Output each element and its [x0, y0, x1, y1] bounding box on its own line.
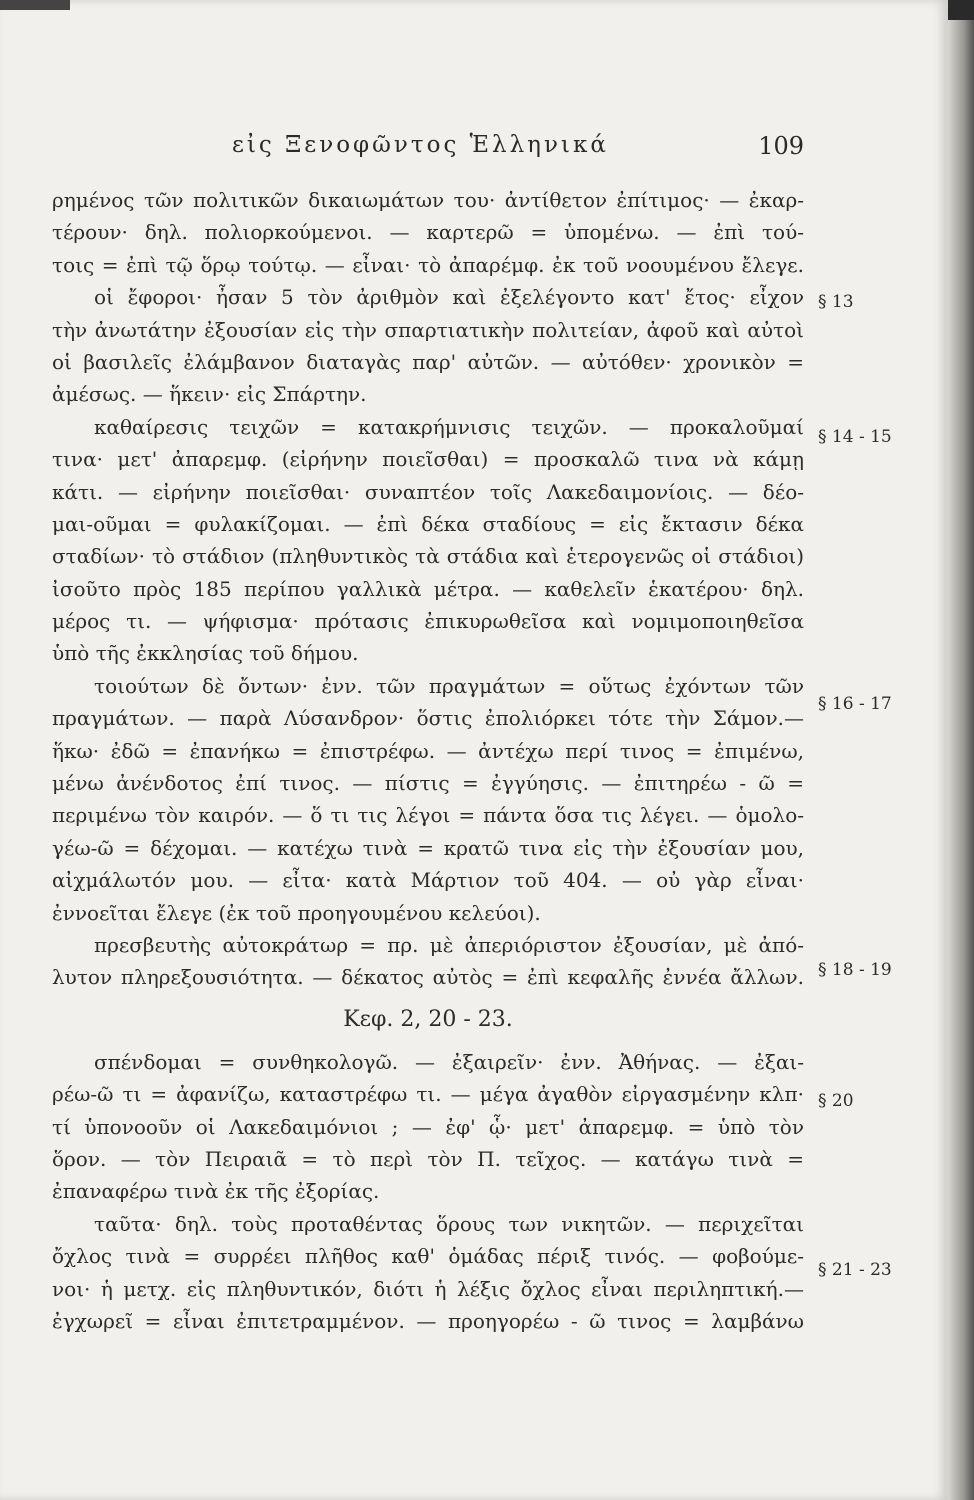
text-line: οἱ ἔφοροι· ἦσαν 5 τὸν ἀριθμὸν καὶ ἐξελέγοντο κατ' ἔτος· εἶχον — [94, 285, 804, 310]
margin-ref: § 21 - 23 — [818, 1260, 892, 1280]
text-line: μένω ἀνένδοτος ἐπί τινος. — πίστις = ἐγγύησις. — ἐπιτηρέω - ῶ = — [52, 771, 804, 796]
scan-corner-mark — [0, 0, 70, 10]
text-line: ταῦτα· δηλ. τοὺς προταθέντας ὅρους των νικητῶν. — περιχεῖται — [94, 1211, 804, 1236]
text-line: περιμένω τὸν καιρόν. — ὅ τι τις λέγοι = πάντα ὅσα τις λέγει. — ὁμολο- — [52, 803, 804, 828]
text-line: ἐπαναφέρω τινὰ ἐκ τῆς ἐξορίας. — [52, 1179, 380, 1204]
text-line: οἱ βασιλεῖς ἐλάμβανον διαταγὰς παρ' αὐτῶν. — αὐτόθεν· χρονικὸν = — [52, 349, 804, 374]
book-page-edge — [948, 20, 974, 1500]
running-title: εἰς Ξενοφῶντος Ἑλληνικά — [232, 132, 609, 158]
margin-ref: § 20 — [818, 1091, 854, 1111]
margin-ref: § 13 — [818, 292, 854, 312]
text-line: τί ὑπονοοῦν οἱ Λακεδαιμόνιοι ; — ἐφ' ᾧ· μετ' ἀπαρεμφ. = ὑπὸ τὸν — [52, 1114, 804, 1139]
text-line: γέω-ῶ = δέχομαι. — κατέχω τινὰ = κρατῶ τινα εἰς τὴν ἐξουσίαν μου, — [52, 835, 804, 860]
text-line: μέρος τι. — ψήφισμα· πρότασις ἐπικυρωθεῖσα καὶ νομιμοποιηθεῖσα — [52, 609, 804, 634]
text-line: πρεσβευτὴς αὐτοκράτωρ = πρ. μὲ ἀπεριόριστον ἐξουσίαν, μὲ ἀπό- — [94, 932, 804, 957]
text-line: ρημένος τῶν πολιτικῶν δικαιωμάτων του· ἀντίθετον ἐπίτιμος· — ἐκαρ- — [52, 188, 804, 212]
text-line: τοις = ἐπὶ τῷ ὅρῳ τούτῳ. — εἶναι· τὸ ἀπαρέμφ. ἐκ τοῦ νοουμένου ἔλεγε. — [52, 252, 804, 277]
margin-ref: § 16 - 17 — [818, 694, 892, 714]
text-line: ἰσοῦτο πρὸς 185 περίπου γαλλικὰ μέτρα. — καθελεῖν ἑκατέρου· δηλ. — [52, 576, 804, 601]
text-line: ἥκω· ἐδῶ = ἐπανήκω = ἐπιστρέφω. — ἀντέχω περί τινος = ἐπιμένω, — [52, 738, 804, 763]
text-line: νοι· ἡ μετχ. εἰς πληθυντικόν, διότι ἡ λέξις ὄχλος εἶναι περιληπτική.— — [52, 1276, 804, 1301]
text-line: ὅρον. — τὸν Πειραιᾶ = τὸ περὶ τὸν Π. τεῖχος. — κατάγω τινὰ = — [52, 1146, 804, 1171]
text-line: ἐννοεῖται ἔλεγε (ἐκ τοῦ προηγουμένου κελεύοι). — [52, 900, 541, 925]
text-line: ὄχλος τινὰ = συρρέει πλῆθος καθ' ὁμάδας πέριξ τινός. — φοβούμε- — [52, 1244, 804, 1269]
text-line: ἀμέσως. — ἥκειν· εἰς Σπάρτην. — [52, 382, 367, 407]
margin-ref: § 18 - 19 — [818, 960, 892, 980]
page-number: 109 — [758, 132, 804, 160]
text-line: τοιούτων δὲ ὄντων· ἐνν. τῶν πραγμάτων = οὕτως ἐχόντων τῶν — [94, 673, 804, 698]
page-header — [200, 132, 810, 168]
text-line: καθαίρεσις τειχῶν = κατακρήμνισις τειχῶν. — προκαλοῦμαί — [94, 414, 804, 439]
text-line: ἐγχωρεῖ = εἶναι ἐπιτετραμμένον. — προηγορέω - ῶ τινος = λαμβάνω — [52, 1308, 804, 1333]
text-line: ὑπὸ τῆς ἐκκλησίας τοῦ δήμου. — [52, 641, 359, 666]
text-line: μαι-οῦμαι = φυλακίζομαι. — ἐπὶ δέκα σταδίους = εἰς ἔκτασιν δέκα — [52, 511, 804, 536]
text-line: κάτι. — εἰρήνην ποιεῖσθαι· συναπτέον τοῖς Λακεδαιμονίοις. — δέο- — [52, 479, 804, 504]
text-line: λυτον πληρεξουσιότητα. — δέκατος αὐτὸς = ἐπὶ κεφαλῆς ἐννέα ἄλλων. — [52, 965, 804, 990]
text-line: πραγμάτων. — παρὰ Λύσανδρον· ὅστις ἐπολιόρκει τότε τὴν Σάμον.— — [52, 706, 804, 731]
body-text — [52, 184, 804, 1337]
text-line: τινα· μετ' ἀπαρεμφ. (εἰρήνην ποιεῖσθαι) = προσκαλῶ τινα νὰ κάμῃ — [52, 447, 804, 472]
text-line: ρέω-ῶ τι = ἀφανίζω, καταστρέφω τι. — μέγα ἀγαθὸν εἰργασμένην κλπ· — [52, 1082, 804, 1107]
text-line: αἰχμάλωτόν μου. — εἶτα· κατὰ Μάρτιον τοῦ 404. — οὐ γὰρ εἶναι· — [52, 868, 804, 893]
text-line: τὴν ἀνωτάτην ἐξουσίαν εἰς τὴν σπαρτιατικὴν πολιτείαν, ἀφοῦ καὶ αὐτοὶ — [52, 317, 804, 342]
text-line: τέρουν· δηλ. πολιορκούμενοι. — καρτερῶ = ὑπομένω. — ἐπὶ τού- — [52, 220, 804, 245]
text-line: σταδίων· τὸ στάδιον (πληθυντικὸς τὰ στάδια καὶ ἑτερογενῶς οἱ στάδιοι) — [52, 544, 804, 569]
margin-ref: § 14 - 15 — [818, 427, 892, 447]
text-line: σπένδομαι = συνθηκολογῶ. — ἐξαιρεῖν· ἐνν. Ἀθήνας. — ἐξαι- — [94, 1049, 804, 1074]
section-heading: Κεφ. 2, 20 - 23. — [343, 1006, 513, 1032]
